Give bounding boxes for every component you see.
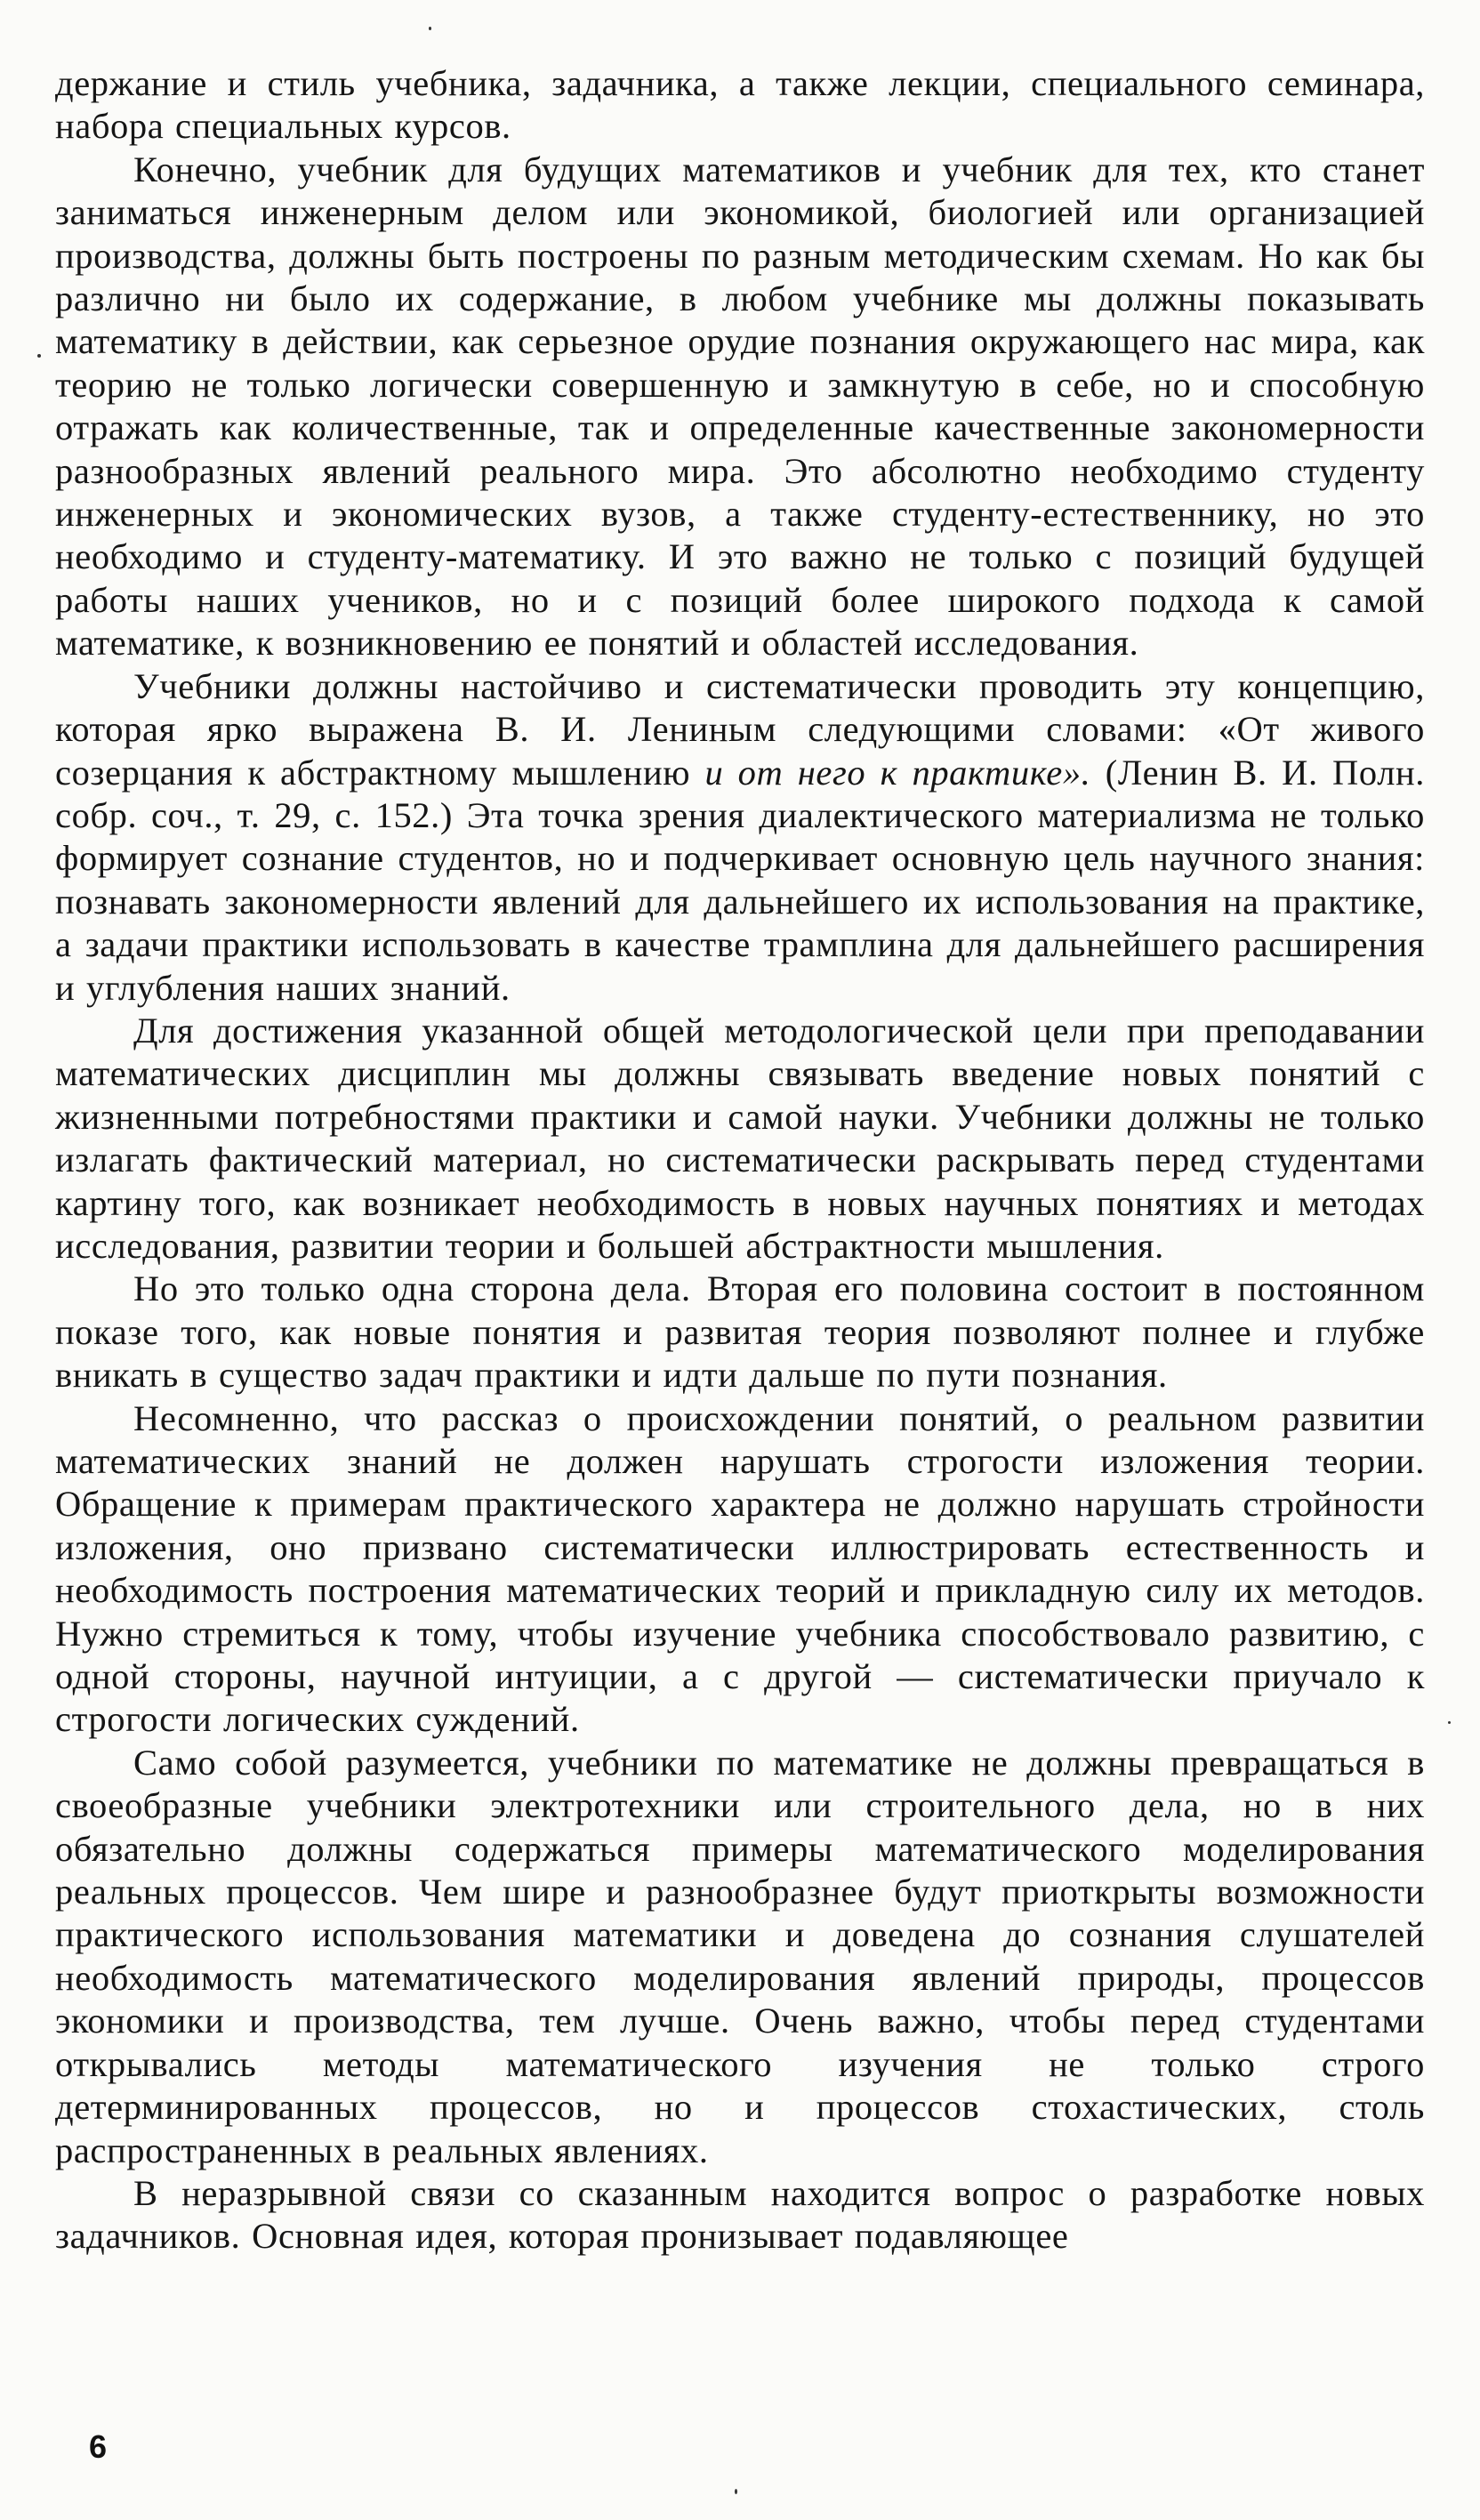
paragraph-lenin-quote (55, 665, 1425, 1010)
print-speck (429, 27, 431, 30)
paragraph-problem-books: В неразрывной связи со сказанным находится вопрос о разработке новых задачников. Основная идея, которая пронизывает подавляющее (55, 2172, 1425, 2257)
page-number: 6 (89, 2428, 108, 2465)
paragraph-second-half: Но это только одна сторона дела. Вторая его половина состоит в постоянном показе того, как новые понятия и развитая теория позволяют полнее и глубже вникать в существо задач практики и идти дальше по пути познания. (55, 1268, 1425, 1396)
lenin-quote-lead: Учебники должны настойчиво и систематически проводить эту концепцию, которая ярко выражена В. И. Лениным следующими словами: «От живого созерцания к абстрактному мышлению (55, 665, 1425, 793)
body-text (55, 62, 1425, 2258)
print-speck (37, 354, 41, 358)
paragraph-methodological-goal: Для достижения указанной общей методологической цели при преподавании математических дисциплин мы должны связывать введение новых понятий с жизненными потребностями практики и самой науки. Учебники должны не только излагать фактический материал, но систематически раскрывать перед студентами картину того, как возникает необходимость в новых научных понятиях и методах исследования, развитии теории и большей абстрактности мышления. (55, 1010, 1425, 1266)
print-speck (735, 2489, 737, 2494)
paragraph-modeling: Само собой разумеется, учебники по математике не должны превращаться в своеобразные учебники электротехники или строительного дела, но в них обязательно должны содержаться примеры математического моделирования реальных процессов. Чем шире и разнообразнее будут приоткрыты возможности практического использования математики и доведена до сознания слушателей необходимость математического моделирования явлений природы, процессов экономики и производства, тем лучше. Очень важно, чтобы перед студентами открывались методы математического изучения не только строго детерминированных процессов, но и процессов стохастических, столь распространенных в реальных явлениях. (55, 1742, 1425, 2170)
lenin-quote-tail: (Ленин В. И. Полн. собр. соч., т. 29, с. 152.) Эта точка зрения диалектического материализма не только формирует сознание студентов, но и подчеркивает основную цель научного знания: познавать закономерности явлений для дальнейшего их использования на практике, а задачи практики использовать в качестве трамплина для дальнейшего расширения и углубления наших знаний. (55, 752, 1425, 1008)
lenin-quote-italic: и от него к практике». (704, 752, 1091, 793)
paragraph-continuation: держание и стиль учебника, задачника, а также лекции, специального семинара, набора специальных курсов. (55, 63, 1425, 147)
paragraph-textbooks-schemes: Конечно, учебник для будущих математиков и учебник для тех, кто станет заниматься инженерным делом или экономикой, биологией или организацией производства, должны быть построены по разным методическим схемам. Но как бы различно ни было их содержание, в любом учебнике мы должны показывать математику в действии, как серьезное орудие познания окружающего нас мира, как теорию не только логически совершенную и замкнутую в себе, но и способную отражать как количественные, так и определенные качественные закономерности разнообразных явлений реального мира. Это абсолютно необходимо студенту инженерных и экономических вузов, а также студенту-естественнику, но это необходимо и студенту-математику. И это важно не только с позиций будущей работы наших учеников, но и с позиций более широкого подхода к самой математике, к возникновению ее понятий и областей исследования. (55, 149, 1425, 664)
print-speck (1448, 1721, 1451, 1724)
paragraph-rigor: Несомненно, что рассказ о происхождении понятий, о реальном развитии математических знаний не должен нарушать строгости изложения теории. Обращение к примерам практического характера не должно нарушать стройности изложения, оно призвано систематически иллюстрировать естественность и необходимость построения математических теорий и прикладную силу их методов. Нужно стремиться к тому, чтобы изучение учебника способствовало развитию, с одной стороны, научной интуиции, а с другой — систематически приучало к строгости логических суждений. (55, 1397, 1425, 1740)
